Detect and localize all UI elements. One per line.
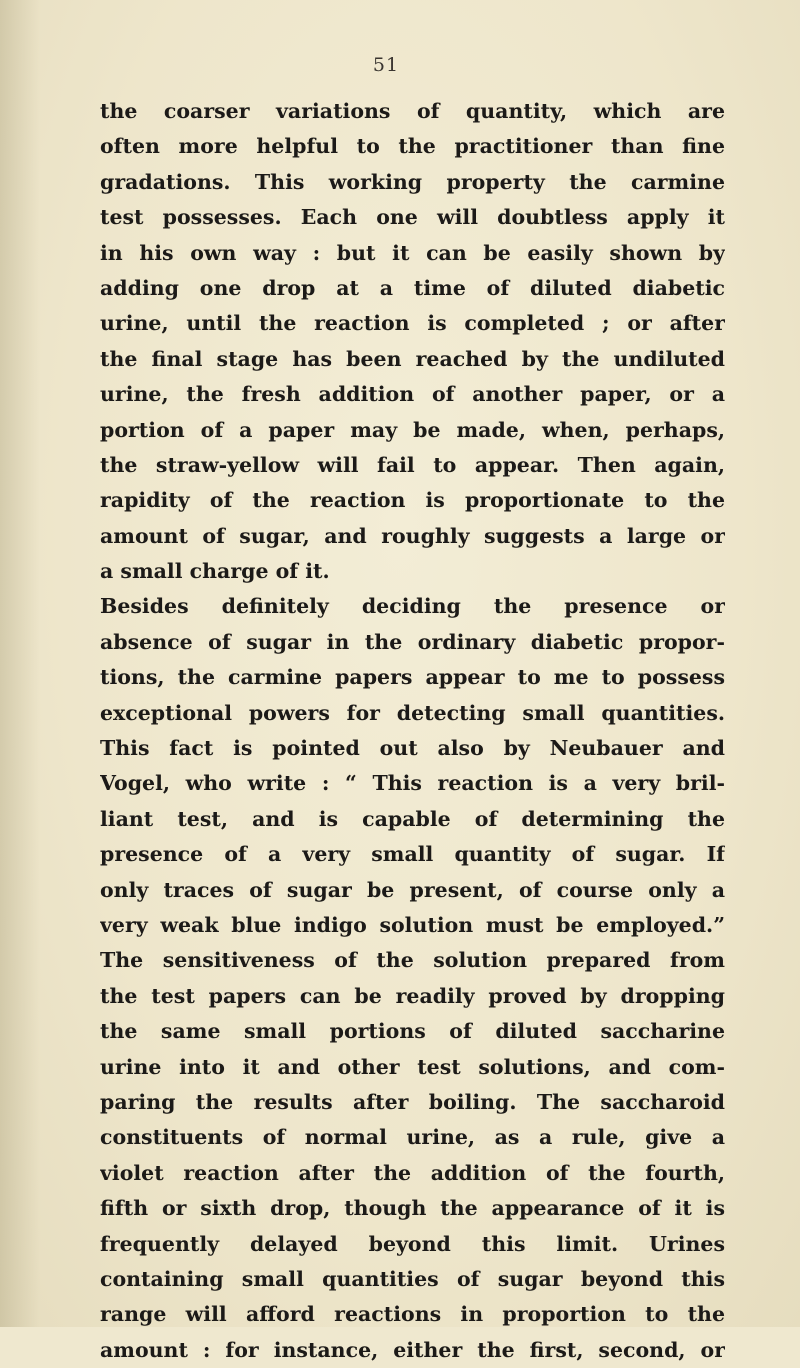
text-line: exceptional powers for detecting small quantities. — [100, 700, 725, 725]
text-line: violet reaction after the addition of the fourth, — [100, 1160, 725, 1185]
text-line: amount : for instance, either the first, second, or — [100, 1337, 725, 1362]
body-text — [100, 94, 725, 1368]
text-line: adding one drop at a time of diluted diabetic — [100, 275, 725, 300]
text-line: urine into it and other test solutions, and com- — [100, 1054, 725, 1079]
text-line: amount of sugar, and roughly suggests a large or — [100, 523, 725, 548]
text-line: the final stage has been reached by the undiluted — [100, 346, 725, 371]
text-line: The sensitiveness of the solution prepared from — [100, 948, 725, 973]
text-line: test possesses. Each one will doubtless apply it — [100, 205, 725, 230]
text-line: Vogel, who write : “ This reaction is a very bril- — [100, 771, 725, 796]
text-line: tions, the carmine papers appear to me to possess — [100, 665, 725, 690]
text-line: the same small portions of diluted saccharine — [100, 1019, 725, 1044]
text-line: very weak blue indigo solution must be employed.” — [100, 912, 725, 937]
text-line: constituents of normal urine, as a rule, give a — [100, 1125, 725, 1150]
text-line: urine, until the reaction is completed ; or after — [100, 311, 725, 336]
text-line: in his own way : but it can be easily shown by — [100, 240, 725, 265]
text-line: gradations. This working property the carmine — [100, 169, 725, 194]
text-line: the straw-yellow will fail to appear. Then again, — [100, 452, 725, 477]
text-line: presence of a very small quantity of sugar. If — [100, 842, 725, 867]
text-line: often more helpful to the practitioner than fine — [100, 134, 725, 159]
text-line: liant test, and is capable of determining the — [100, 806, 725, 831]
text-line: portion of a paper may be made, when, perhaps, — [100, 417, 725, 442]
text-line: This fact is pointed out also by Neubauer and — [100, 736, 725, 761]
text-line: Besides definitely deciding the presence or — [100, 594, 725, 619]
text-line: range will afford reactions in proportion to the — [100, 1302, 725, 1327]
text-line: urine, the fresh addition of another paper, or a — [100, 382, 725, 407]
text-line: rapidity of the reaction is proportionate to the — [100, 488, 725, 513]
text-line: the coarser variations of quantity, which are — [100, 99, 725, 123]
text-line: frequently delayed beyond this limit. Urines — [100, 1231, 725, 1256]
text-line: only traces of sugar be present, of course only a — [100, 877, 725, 902]
text-line: paring the results after boiling. The saccharoid — [100, 1089, 725, 1114]
text-line: fifth or sixth drop, though the appearance of it is — [100, 1196, 725, 1221]
text-line: absence of sugar in the ordinary diabetic propor- — [100, 629, 725, 654]
text-line: the test papers can be readily proved by dropping — [100, 983, 725, 1008]
text-line: containing small quantities of sugar beyond this — [100, 1266, 725, 1291]
page-edge-shadow — [0, 0, 40, 1327]
text-line: a small charge of it. — [100, 559, 330, 584]
page-number: 51 — [372, 54, 400, 76]
